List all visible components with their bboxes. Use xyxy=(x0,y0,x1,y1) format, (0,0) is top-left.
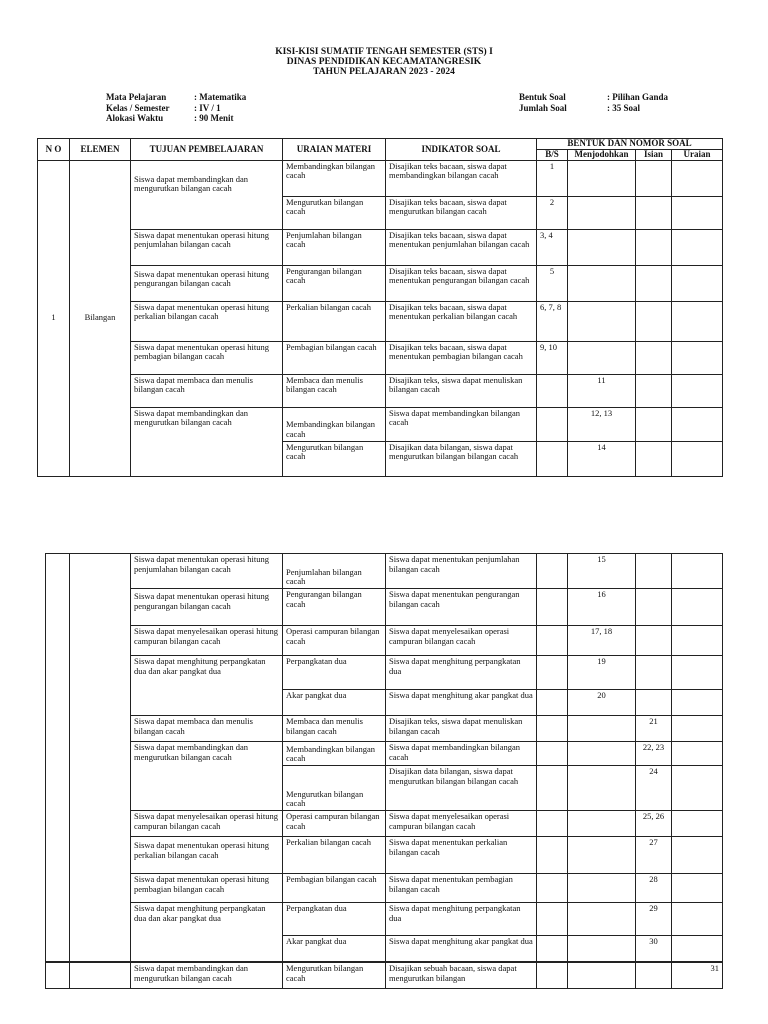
cell-bs xyxy=(537,811,568,837)
cell-tujuan: Siswa dapat menentukan operasi hitung perkalian bilangan cacah xyxy=(131,301,283,341)
cell-isian xyxy=(636,554,672,589)
cell-tujuan: Siswa dapat membaca dan menulis bilangan cacah xyxy=(131,374,283,407)
cell-menjodohkan: 19 xyxy=(568,656,636,690)
cell-uraian xyxy=(672,160,723,196)
cell-tujuan: Siswa dapat menentukan operasi hitung pengurangan bilangan cacah xyxy=(131,589,283,626)
cell-isian: 29 xyxy=(636,903,672,936)
cell-menjodohkan xyxy=(568,301,636,341)
table-row xyxy=(46,903,723,936)
cell-menjodohkan xyxy=(568,811,636,837)
cell-bs xyxy=(537,626,568,656)
cell-indikator: Siswa dapat menyelesaikan operasi campuran bilangan cacah xyxy=(386,626,537,656)
cell-uraian-materi: Pembagian bilangan cacah xyxy=(283,874,386,903)
table-row xyxy=(38,341,723,374)
cell-indikator: Disajikan teks bacaan, siswa dapat menentukan perkalian bilangan cacah xyxy=(386,301,537,341)
row-no xyxy=(46,963,70,989)
cell-isian xyxy=(636,341,672,374)
meta-question-type-value: : Pilihan Ganda xyxy=(607,92,669,102)
meta-right xyxy=(519,92,668,113)
table-row xyxy=(46,874,723,903)
meta-subject xyxy=(106,92,246,103)
cell-uraian xyxy=(672,301,723,341)
meta-class xyxy=(106,103,246,114)
col-header-elemen: ELEMEN xyxy=(70,139,131,161)
cell-bs xyxy=(537,742,568,766)
cell-indikator: Disajikan teks bacaan, siswa dapat mengurutkan bilangan cacah xyxy=(386,196,537,229)
meta-question-count-label: Jumlah Soal xyxy=(519,102,567,113)
row-elemen xyxy=(70,554,131,962)
cell-isian xyxy=(636,160,672,196)
cell-uraian xyxy=(672,265,723,301)
meta-subject-label: Mata Pelajaran xyxy=(106,92,167,102)
cell-menjodohkan xyxy=(568,903,636,936)
table-row xyxy=(38,374,723,407)
cell-menjodohkan xyxy=(568,936,636,962)
cell-indikator: Siswa dapat menentukan perkalian bilangan cacah xyxy=(386,837,537,874)
cell-bs xyxy=(537,766,568,811)
cell-uraian xyxy=(672,716,723,742)
cell-isian xyxy=(636,229,672,265)
cell-uraian-materi: Perpangkatan dua xyxy=(283,656,386,690)
cell-uraian xyxy=(672,441,723,476)
cell-indikator: Disajikan data bilangan, siswa dapat mengurutkan bilangan bilangan cacah xyxy=(386,441,537,476)
cell-uraian xyxy=(672,589,723,626)
meta-question-count xyxy=(519,103,668,114)
cell-menjodohkan: 15 xyxy=(568,554,636,589)
cell-indikator: Siswa dapat menghitung perpangkatan dua xyxy=(386,903,537,936)
cell-uraian xyxy=(672,407,723,441)
table-row xyxy=(46,554,723,589)
table-row xyxy=(46,589,723,626)
cell-indikator: Siswa dapat menentukan pengurangan bilangan cacah xyxy=(386,589,537,626)
table-row xyxy=(46,837,723,874)
cell-menjodohkan xyxy=(568,837,636,874)
cell-uraian-materi: Membandingkan bilangan cacah xyxy=(283,742,386,766)
cell-isian xyxy=(636,589,672,626)
cell-menjodohkan xyxy=(568,229,636,265)
cell-indikator: Siswa dapat menghitung akar pangkat dua xyxy=(386,936,537,962)
cell-tujuan: Siswa dapat menentukan operasi hitung perkalian bilangan cacah xyxy=(131,837,283,874)
cell-menjodohkan xyxy=(568,196,636,229)
cell-menjodohkan: 20 xyxy=(568,690,636,716)
cell-tujuan: Siswa dapat menentukan operasi hitung penjumlahan bilangan cacah xyxy=(131,554,283,589)
cell-tujuan: Siswa dapat menentukan operasi hitung pembagian bilangan cacah xyxy=(131,874,283,903)
row-elemen xyxy=(70,963,131,989)
cell-isian xyxy=(636,441,672,476)
cell-uraian xyxy=(672,196,723,229)
cell-indikator: Siswa dapat menyelesaikan operasi campuran bilangan cacah xyxy=(386,811,537,837)
cell-uraian-materi: Membaca dan menulis bilangan cacah xyxy=(283,374,386,407)
cell-uraian-materi: Perkalian bilangan cacah xyxy=(283,301,386,341)
cell-isian: 28 xyxy=(636,874,672,903)
cell-menjodohkan xyxy=(568,742,636,766)
meta-left xyxy=(106,92,246,124)
cell-uraian-materi: Operasi campuran bilangan cacah xyxy=(283,626,386,656)
cell-tujuan: Siswa dapat membandingkan dan mengurutkan bilangan cacah xyxy=(131,407,283,476)
cell-isian: 25, 26 xyxy=(636,811,672,837)
cell-uraian xyxy=(672,626,723,656)
grid-table-page-1 xyxy=(37,138,723,477)
grid-table-page-2 xyxy=(45,553,723,962)
cell-menjodohkan: 16 xyxy=(568,589,636,626)
cell-isian: 24 xyxy=(636,766,672,811)
cell-uraian-materi: Membaca dan menulis bilangan cacah xyxy=(283,716,386,742)
cell-menjodohkan xyxy=(568,160,636,196)
cell-bs xyxy=(537,716,568,742)
cell-uraian-materi: Akar pangkat dua xyxy=(283,690,386,716)
meta-question-count-value: : 35 Soal xyxy=(607,102,641,113)
table-row xyxy=(38,160,723,196)
cell-bs xyxy=(537,690,568,716)
cell-indikator: Disajikan teks bacaan, siswa dapat menentukan pengurangan bilangan cacah xyxy=(386,265,537,301)
col-header-isian: Isian xyxy=(636,150,672,161)
cell-indikator: Siswa dapat membandingkan bilangan cacah xyxy=(386,407,537,441)
cell-indikator: Disajikan teks, siswa dapat menuliskan bilangan cacah xyxy=(386,716,537,742)
cell-tujuan: Siswa dapat menghitung perpangkatan dua dan akar pangkat dua xyxy=(131,903,283,962)
col-header-tujuan: TUJUAN PEMBELAJARAN xyxy=(131,139,283,161)
cell-tujuan: Siswa dapat menyelesaikan operasi hitung campuran bilangan cacah xyxy=(131,811,283,837)
meta-time-label: Alokasi Waktu xyxy=(106,113,164,123)
document-title-line-2: DINAS PENDIDIKAN KECAMATANGRESIK xyxy=(286,57,482,67)
cell-indikator: Disajikan teks bacaan, siswa dapat membandingkan bilangan cacah xyxy=(386,160,537,196)
cell-menjodohkan xyxy=(568,874,636,903)
cell-isian xyxy=(636,374,672,407)
cell-uraian xyxy=(672,811,723,837)
col-header-menjodohkan: Menjodohkan xyxy=(568,150,636,161)
table-row xyxy=(46,811,723,837)
cell-bs: 6, 7, 8 xyxy=(537,301,568,341)
cell-uraian-materi: Penjumlahan bilangan cacah xyxy=(283,229,386,265)
col-header-bs: B/S xyxy=(537,150,568,161)
cell-isian xyxy=(636,626,672,656)
cell-uraian xyxy=(672,690,723,716)
cell-uraian xyxy=(672,874,723,903)
cell-uraian-materi: Mengurutkan bilangan cacah xyxy=(283,196,386,229)
cell-bs xyxy=(537,441,568,476)
cell-menjodohkan: 12, 13 xyxy=(568,407,636,441)
meta-class-value: : IV / 1 xyxy=(194,102,221,113)
cell-isian: 27 xyxy=(636,837,672,874)
cell-uraian-materi: Penjumlahan bilangan cacah xyxy=(283,554,386,589)
cell-uraian-materi: Pengurangan bilangan cacah xyxy=(283,589,386,626)
cell-tujuan: Siswa dapat menentukan operasi hitung pengurangan bilangan cacah xyxy=(131,265,283,301)
cell-menjodohkan xyxy=(568,341,636,374)
cell-isian xyxy=(636,656,672,690)
cell-isian: 30 xyxy=(636,936,672,962)
cell-tujuan: Siswa dapat menghitung perpangkatan dua dan akar pangkat dua xyxy=(131,656,283,716)
cell-uraian-materi: Mengurutkan bilangan cacah xyxy=(283,963,386,989)
cell-bs xyxy=(537,554,568,589)
cell-tujuan: Siswa dapat menentukan operasi hitung pembagian bilangan cacah xyxy=(131,341,283,374)
cell-menjodohkan xyxy=(568,766,636,811)
meta-time-value: : 90 Menit xyxy=(194,113,234,123)
cell-uraian-materi: Pengurangan bilangan cacah xyxy=(283,265,386,301)
meta-class-label: Kelas / Semester xyxy=(106,102,170,113)
cell-indikator: Disajikan data bilangan, siswa dapat mengurutkan bilangan bilangan cacah xyxy=(386,766,537,811)
table-row xyxy=(38,301,723,341)
document-title-line-3: TAHUN PELAJARAN 2023 - 2024 xyxy=(313,67,455,77)
cell-indikator: Disajikan sebuah bacaan, siswa dapat mengurutkan bilangan xyxy=(386,963,537,989)
cell-uraian xyxy=(672,656,723,690)
col-header-no: N O xyxy=(38,139,70,161)
row-no: 1 xyxy=(38,160,70,476)
table-row xyxy=(46,742,723,766)
cell-tujuan: Siswa dapat membaca dan menulis bilangan cacah xyxy=(131,716,283,742)
cell-isian xyxy=(636,407,672,441)
cell-uraian xyxy=(672,903,723,936)
cell-uraian xyxy=(672,374,723,407)
cell-indikator: Siswa dapat menghitung akar pangkat dua xyxy=(386,690,537,716)
cell-bs xyxy=(537,837,568,874)
cell-bs xyxy=(537,374,568,407)
table-row xyxy=(38,407,723,441)
cell-menjodohkan: 14 xyxy=(568,441,636,476)
cell-bs xyxy=(537,589,568,626)
cell-isian xyxy=(636,265,672,301)
cell-uraian-materi: Membandingkan bilangan cacah xyxy=(283,407,386,441)
cell-uraian xyxy=(672,936,723,962)
table-row xyxy=(46,716,723,742)
cell-tujuan: Siswa dapat menentukan operasi hitung penjumlahan bilangan cacah xyxy=(131,229,283,265)
cell-uraian xyxy=(672,341,723,374)
col-header-bentuk-group: BENTUK DAN NOMOR SOAL xyxy=(537,139,723,150)
cell-bs xyxy=(537,407,568,441)
cell-uraian-materi: Membandingkan bilangan cacah xyxy=(283,160,386,196)
cell-bs: 9, 10 xyxy=(537,341,568,374)
cell-indikator: Disajikan teks bacaan, siswa dapat menentukan penjumlahan bilangan cacah xyxy=(386,229,537,265)
cell-uraian: 31 xyxy=(672,963,723,989)
table-row xyxy=(46,656,723,690)
cell-isian: 22, 23 xyxy=(636,742,672,766)
cell-uraian xyxy=(672,742,723,766)
document-title-line-1: KISI-KISI SUMATIF TENGAH SEMESTER (STS) I xyxy=(275,47,493,57)
col-header-uraian: Uraian xyxy=(672,150,723,161)
cell-indikator: Siswa dapat menghitung perpangkatan dua xyxy=(386,656,537,690)
cell-indikator: Siswa dapat menentukan pembagian bilangan cacah xyxy=(386,874,537,903)
meta-question-type xyxy=(519,92,668,103)
cell-tujuan: Siswa dapat membandingkan dan mengurutkan bilangan cacah xyxy=(131,742,283,811)
cell-bs: 3, 4 xyxy=(537,229,568,265)
cell-tujuan: Siswa dapat membandingkan dan mengurutkan bilangan cacah xyxy=(131,963,283,989)
cell-uraian-materi: Perkalian bilangan cacah xyxy=(283,837,386,874)
cell-isian: 21 xyxy=(636,716,672,742)
row-elemen: Bilangan xyxy=(70,160,131,476)
cell-indikator: Disajikan teks bacaan, siswa dapat menentukan pembagian bilangan cacah xyxy=(386,341,537,374)
cell-menjodohkan xyxy=(568,265,636,301)
cell-bs xyxy=(537,936,568,962)
row-no xyxy=(46,554,70,962)
cell-bs xyxy=(537,874,568,903)
meta-time xyxy=(106,113,246,124)
cell-indikator: Siswa dapat menentukan penjumlahan bilangan cacah xyxy=(386,554,537,589)
table-row xyxy=(38,229,723,265)
col-header-uraian-materi: URAIAN MATERI xyxy=(283,139,386,161)
col-header-indikator: INDIKATOR SOAL xyxy=(386,139,537,161)
cell-bs xyxy=(537,656,568,690)
meta-question-type-label: Bentuk Soal xyxy=(519,92,566,102)
cell-uraian-materi: Operasi campuran bilangan cacah xyxy=(283,811,386,837)
cell-bs xyxy=(537,903,568,936)
cell-menjodohkan: 11 xyxy=(568,374,636,407)
cell-isian xyxy=(636,690,672,716)
cell-uraian xyxy=(672,766,723,811)
cell-isian xyxy=(636,301,672,341)
cell-bs: 1 xyxy=(537,160,568,196)
grid-table-page-3 xyxy=(45,962,723,989)
cell-menjodohkan: 17, 18 xyxy=(568,626,636,656)
cell-indikator: Siswa dapat membandingkan bilangan cacah xyxy=(386,742,537,766)
cell-uraian-materi: Pembagian bilangan cacah xyxy=(283,341,386,374)
cell-bs xyxy=(537,963,568,989)
cell-uraian xyxy=(672,837,723,874)
cell-bs: 5 xyxy=(537,265,568,301)
cell-uraian-materi: Akar pangkat dua xyxy=(283,936,386,962)
cell-uraian xyxy=(672,229,723,265)
cell-tujuan: Siswa dapat menyelesaikan operasi hitung campuran bilangan cacah xyxy=(131,626,283,656)
cell-bs: 2 xyxy=(537,196,568,229)
cell-isian xyxy=(636,963,672,989)
cell-indikator: Disajikan teks, siswa dapat menuliskan bilangan cacah xyxy=(386,374,537,407)
table-row xyxy=(46,963,723,989)
cell-uraian-materi: Perpangkatan dua xyxy=(283,903,386,936)
cell-isian xyxy=(636,196,672,229)
cell-menjodohkan xyxy=(568,963,636,989)
meta-subject-value: : Matematika xyxy=(194,92,247,102)
cell-tujuan: Siswa dapat membandingkan dan mengurutkan bilangan cacah xyxy=(131,160,283,229)
cell-uraian-materi: Mengurutkan bilangan cacah xyxy=(283,441,386,476)
cell-uraian xyxy=(672,554,723,589)
table-row xyxy=(38,265,723,301)
cell-menjodohkan xyxy=(568,716,636,742)
cell-uraian-materi: Mengurutkan bilangan cacah xyxy=(283,766,386,811)
table-row xyxy=(46,626,723,656)
